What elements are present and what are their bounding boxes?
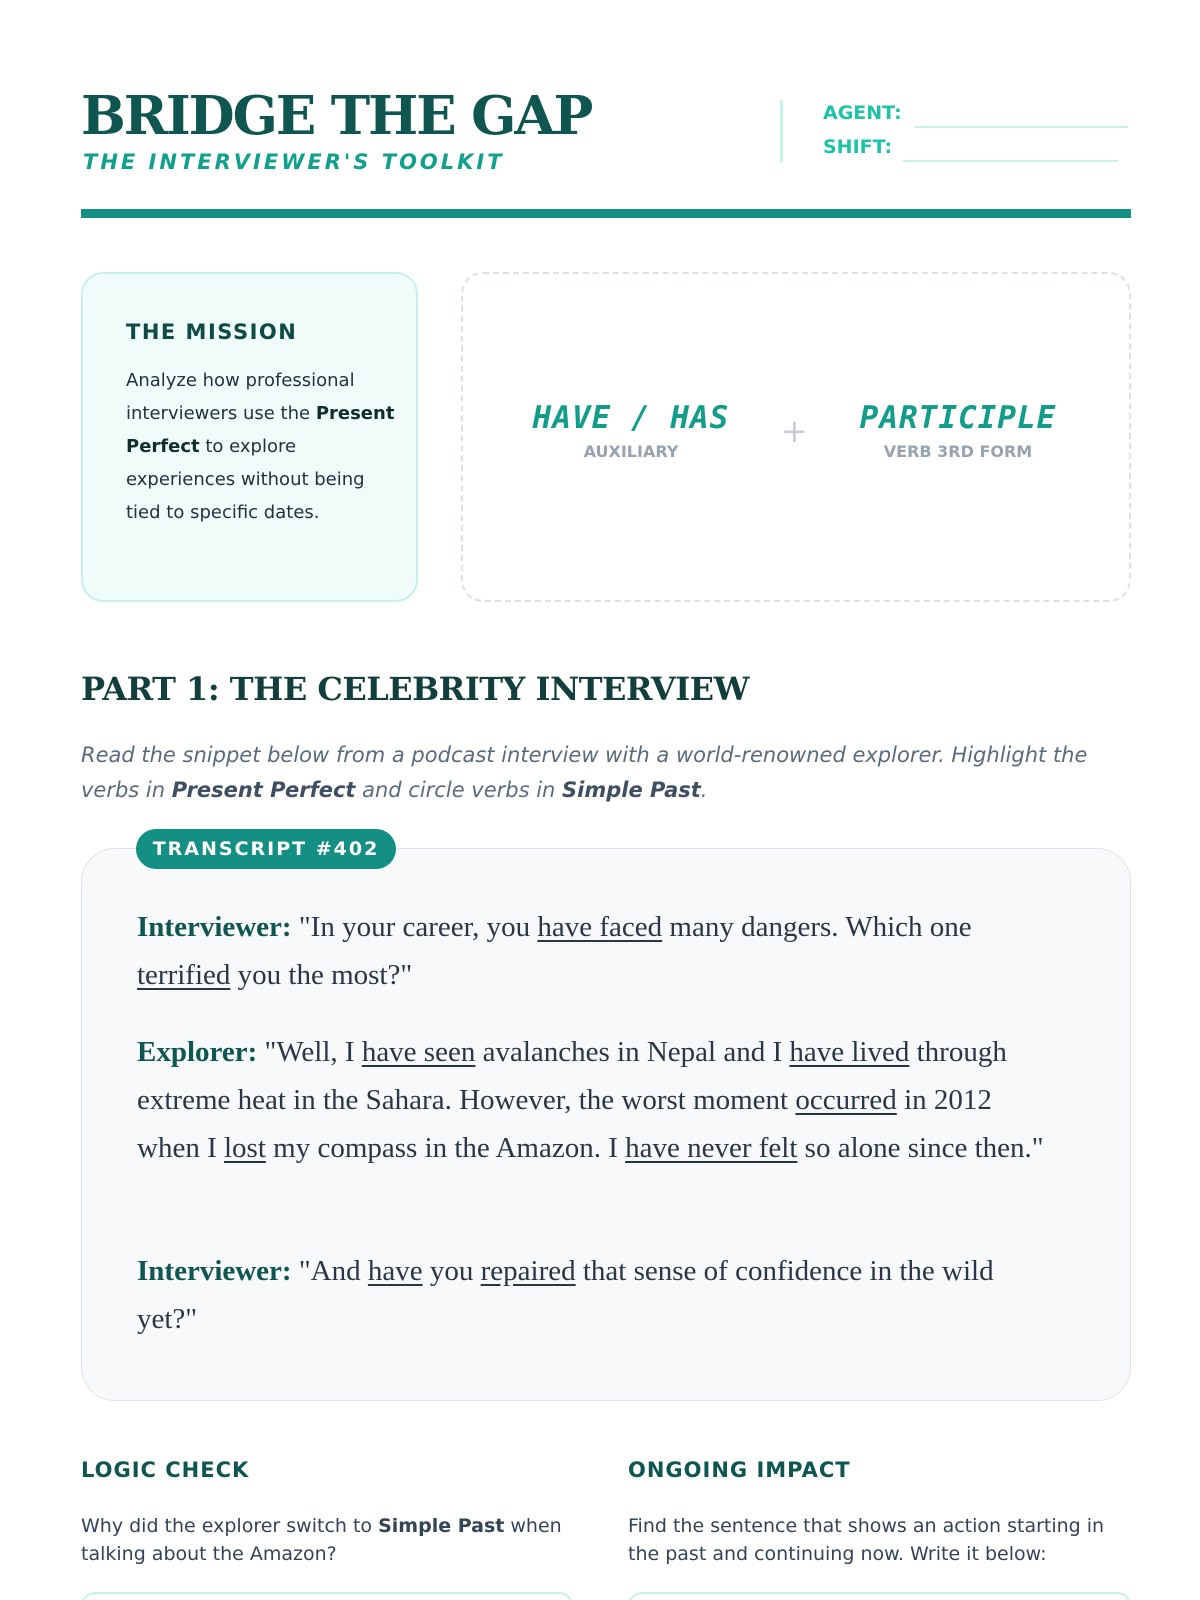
instructions-bold-2: Simple Past bbox=[562, 778, 701, 802]
speaker-label: Interviewer: bbox=[137, 911, 292, 943]
auxiliary-text: HAVE / HAS bbox=[532, 400, 730, 436]
underlined-verb: have never felt bbox=[625, 1132, 798, 1164]
formula-participle bbox=[853, 400, 1063, 461]
dialogue-text: "In your career, you bbox=[291, 911, 538, 943]
part1-heading: PART 1: THE CELEBRITY INTERVIEW bbox=[81, 670, 749, 708]
underlined-verb: have bbox=[367, 1255, 423, 1287]
underlined-verb: repaired bbox=[480, 1255, 576, 1287]
formula-card bbox=[461, 272, 1131, 602]
mission-text bbox=[126, 364, 396, 529]
mission-card bbox=[81, 272, 418, 602]
dialogue-text: so alone since then." bbox=[797, 1132, 1044, 1164]
logic-check-answer-box[interactable] bbox=[81, 1592, 573, 1600]
participle-label: VERB 3RD FORM bbox=[883, 442, 1033, 461]
part1-instructions bbox=[81, 738, 1141, 808]
instructions-text-3: . bbox=[700, 778, 708, 802]
header-rule bbox=[81, 209, 1131, 218]
dialogue-text: through extreme heat in the Sahara. However, the worst moment bbox=[137, 1036, 1007, 1116]
participle-text: PARTICIPLE bbox=[859, 400, 1057, 436]
dialogue-text: that sense of confidence in the wild yet?" bbox=[137, 1255, 994, 1335]
dialogue-line bbox=[137, 1028, 1057, 1172]
logic-check-text-before: Why did the explorer switch to bbox=[81, 1515, 379, 1537]
dialogue-text: "Well, I bbox=[257, 1036, 362, 1068]
instructions-text-2: and circle verbs in bbox=[355, 778, 563, 802]
transcript-badge: TRANSCRIPT #402 bbox=[136, 829, 396, 869]
speaker-label: Interviewer: bbox=[137, 1255, 292, 1287]
mission-text-before: Analyze how professional interviewers use the bbox=[126, 370, 355, 424]
formula-auxiliary bbox=[526, 400, 736, 461]
mission-text-after: to explore experiences without being tied to specific dates. bbox=[126, 436, 365, 523]
shift-field[interactable] bbox=[903, 160, 1118, 162]
ongoing-impact-answer-box[interactable] bbox=[628, 1592, 1131, 1600]
dialogue-text: many dangers. Which one bbox=[662, 911, 972, 943]
ongoing-impact-text: Find the sentence that shows an action starting in the past and continuing now. Write it below: bbox=[628, 1515, 1105, 1565]
mission-title: THE MISSION bbox=[126, 320, 298, 344]
logic-check-text-bold: Simple Past bbox=[378, 1515, 505, 1537]
mission-text-bold: Present Perfect bbox=[126, 403, 395, 457]
logic-check-text bbox=[81, 1512, 581, 1568]
dialogue-line bbox=[137, 903, 1057, 999]
underlined-verb: terrified bbox=[137, 959, 231, 991]
underlined-verb: occurred bbox=[795, 1084, 897, 1116]
underlined-verb: have faced bbox=[537, 911, 663, 943]
plus-icon: + bbox=[781, 412, 808, 450]
dialogue-text: in 2012 when I bbox=[137, 1084, 992, 1164]
instructions-text-1: Read the snippet below from a podcast interview with a world-renowned explorer. Highlight the verbs in bbox=[81, 743, 1088, 802]
underlined-verb: have lived bbox=[789, 1036, 910, 1068]
agent-label: AGENT: bbox=[823, 102, 902, 124]
ongoing-impact-heading: ONGOING IMPACT bbox=[628, 1458, 851, 1482]
underlined-verb: lost bbox=[223, 1132, 266, 1164]
dialogue-text: you bbox=[422, 1255, 481, 1287]
speaker-label: Explorer: bbox=[137, 1036, 258, 1068]
auxiliary-label: AUXILIARY bbox=[583, 442, 679, 461]
dialogue-text: you the most?" bbox=[230, 959, 413, 991]
underlined-verb: have seen bbox=[361, 1036, 476, 1068]
dialogue-text: avalanches in Nepal and I bbox=[475, 1036, 790, 1068]
shift-label: SHIFT: bbox=[823, 136, 893, 158]
worksheet-header bbox=[81, 84, 1131, 219]
logic-check-text-after: when talking about the Amazon? bbox=[81, 1515, 562, 1565]
transcript-card bbox=[81, 848, 1131, 1401]
agent-field[interactable] bbox=[915, 126, 1128, 128]
dialogue-text: my compass in the Amazon. I bbox=[265, 1132, 626, 1164]
dialogue-text: "And bbox=[291, 1255, 368, 1287]
dialogue-line bbox=[137, 1247, 1057, 1343]
page-subtitle: THE INTERVIEWER'S TOOLKIT bbox=[83, 150, 505, 174]
logic-check-heading: LOGIC CHECK bbox=[81, 1458, 250, 1482]
header-divider bbox=[780, 100, 783, 162]
page-title: BRIDGE THE GAP bbox=[81, 85, 592, 147]
instructions-bold-1: Present Perfect bbox=[171, 778, 356, 802]
